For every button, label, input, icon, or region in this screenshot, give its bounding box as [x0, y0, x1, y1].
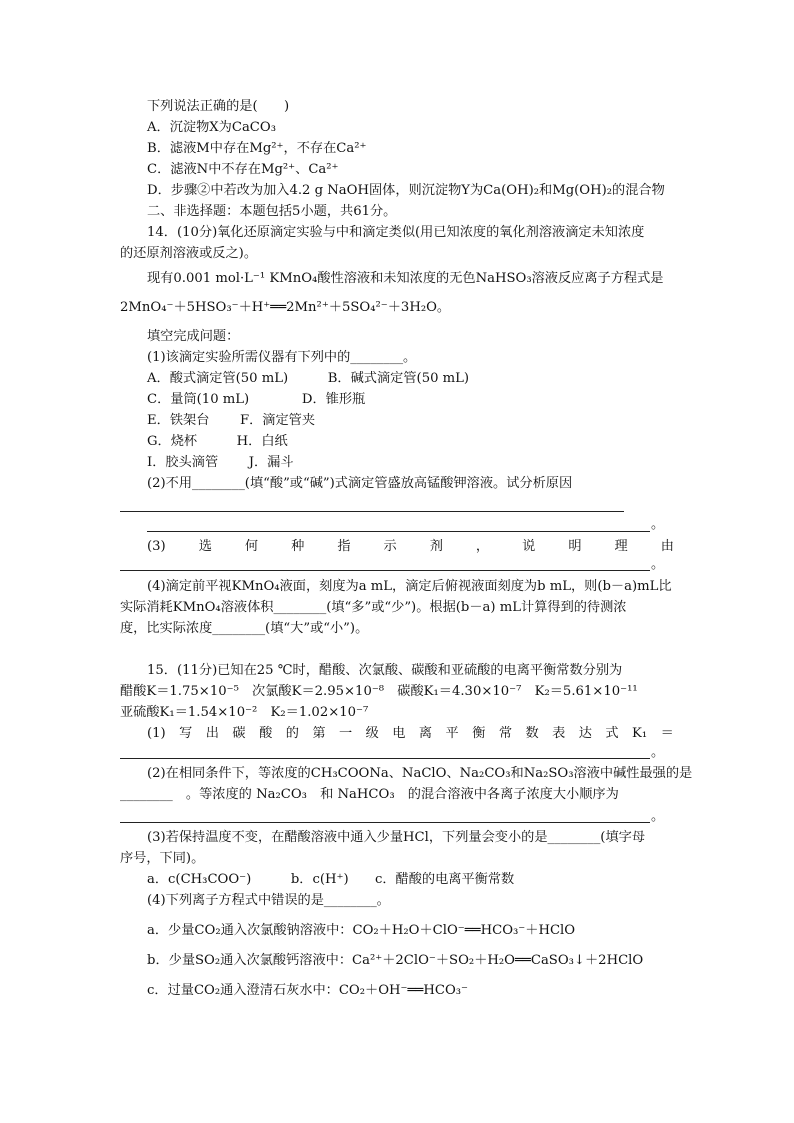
- q14-intro-line2: 的还原剂溶液或反之)。: [120, 246, 258, 261]
- q13-stem: 下列说法正确的是( ): [147, 99, 290, 114]
- end-mark: 。: [651, 517, 665, 532]
- q15-intro: 15．(11分)已知在25 ℃时，醋酸、次氯酸、碳酸和亚硫酸的电离平衡常数分别为: [147, 663, 623, 678]
- q15-part2-line1: (2)在相同条件下，等浓度的CH₃COONa、NaClO、Na₂CO₃和Na₂SO₃溶液中碱性最强的是: [147, 766, 693, 781]
- q14-part4-line3: 度，比实际浓度________(填“大”或“小”)。: [120, 621, 369, 636]
- q14-instruments-cd: C．量筒(10 mL) D．锥形瓶: [147, 392, 366, 407]
- q14-part2: (2)不用________(填“酸”或“碱”)式滴定管盛放高锰酸钾溶液。试分析原因: [147, 476, 573, 491]
- q14-instruments-ef: E．铁架台 F．滴定管夹: [147, 413, 316, 428]
- q15-part4-option-c: c．过量CO₂通入澄清石灰水中：CO₂＋OH⁻══HCO₃⁻: [147, 983, 468, 998]
- q14-reaction-line: 现有0.001 mol·L⁻¹ KMnO₄酸性溶液和未知浓度的无色NaHSO₃溶液反应离子方程式是: [147, 271, 664, 286]
- q15-part4: (4)下列离子方程式中错误的是________。: [147, 893, 390, 908]
- answer-line: [147, 531, 650, 532]
- q14-part3-spread: (3) 选 何 种 指 示 剂 ， 说 明 理 由: [147, 539, 674, 554]
- q15-part3-line1: (3)若保持温度不变，在醋酸溶液中通入少量HCl，下列量会变小的是________(填字母: [147, 830, 646, 845]
- answer-line: [120, 511, 624, 512]
- q15-part4-option-b: b．少量SO₂通入次氯酸钙溶液中：Ca²⁺＋2ClO⁻＋SO₂＋H₂O══CaSO₃↓＋2HClO: [147, 953, 644, 968]
- q13-option-d: D．步骤②中若改为加入4.2 g NaOH固体，则沉淀物Y为Ca(OH)₂和Mg(OH)₂的混合物: [147, 183, 665, 198]
- section-2-header: 二、非选择题：本题包括5小题，共61分。: [147, 204, 397, 219]
- answer-line: [120, 822, 650, 823]
- q14-equation: 2MnO₄⁻＋5HSO₃⁻＋H⁺══2Mn²⁺＋5SO₄²⁻＋3H₂O。: [120, 300, 451, 315]
- q15-constants-line1: 醋酸K＝1.75×10⁻⁵ 次氯酸K＝2.95×10⁻⁸ 碳酸K₁＝4.30×10⁻⁷ K₂＝5.61×10⁻¹¹: [120, 684, 638, 699]
- end-mark: 。: [651, 745, 665, 760]
- q15-part4-option-a: a．少量CO₂通入次氯酸钠溶液中：CO₂＋H₂O＋ClO⁻══HCO₃⁻＋HClO: [147, 923, 576, 938]
- q14-instruments-gh: G．烧杯 H．白纸: [147, 434, 288, 449]
- q15-part1-spread: (1) 写 出 碳 酸 的 第 一 级 电 离 平 衡 常 数 表 达 式 K₁ ＝: [147, 726, 674, 741]
- q15-part3-options: a．c(CH₃COO⁻) b．c(H⁺) c．醋酸的电离平衡常数: [147, 872, 515, 887]
- q15-part3-line2: 序号，下同)。: [120, 851, 205, 866]
- q14-fill-prompt: 填空完成问题：: [147, 329, 240, 344]
- q15-constants-line2: 亚硫酸K₁＝1.54×10⁻² K₂＝1.02×10⁻⁷: [120, 705, 369, 720]
- end-mark: 。: [651, 557, 665, 572]
- q13-option-c: C．滤液N中不存在Mg²⁺、Ca²⁺: [147, 162, 339, 177]
- q15-part2-line2: ________ 。等浓度的 Na₂CO₃ 和 NaHCO₃ 的混合溶液中各离子浓度大小顺序为: [120, 787, 619, 802]
- q14-instruments-ij: I．胶头滴管 J．漏斗: [147, 455, 294, 470]
- q14-part4-line2: 实际消耗KMnO₄溶液体积________(填“多”或“少”)。根据(b－a) mL计算得到的待测浓: [120, 600, 627, 615]
- answer-line: [120, 758, 650, 759]
- q14-part4-line1: (4)滴定前平视KMnO₄液面，刻度为a mL，滴定后俯视液面刻度为b mL，则(b－a)mL比: [147, 579, 672, 594]
- q14-instruments-ab: A．酸式滴定管(50 mL) B．碱式滴定管(50 mL): [147, 371, 470, 386]
- answer-line: [120, 570, 650, 571]
- end-mark: 。: [651, 809, 665, 824]
- q13-option-b: B．滤液M中存在Mg²⁺，不存在Ca²⁺: [147, 141, 367, 156]
- q13-option-a: A．沉淀物X为CaCO₃: [147, 120, 276, 135]
- q14-intro-line1: 14．(10分)氧化还原滴定实验与中和滴定类似(用已知浓度的氧化剂溶液滴定未知浓度: [147, 225, 645, 240]
- q14-part1: (1)该滴定实验所需仪器有下列中的________。: [147, 350, 417, 365]
